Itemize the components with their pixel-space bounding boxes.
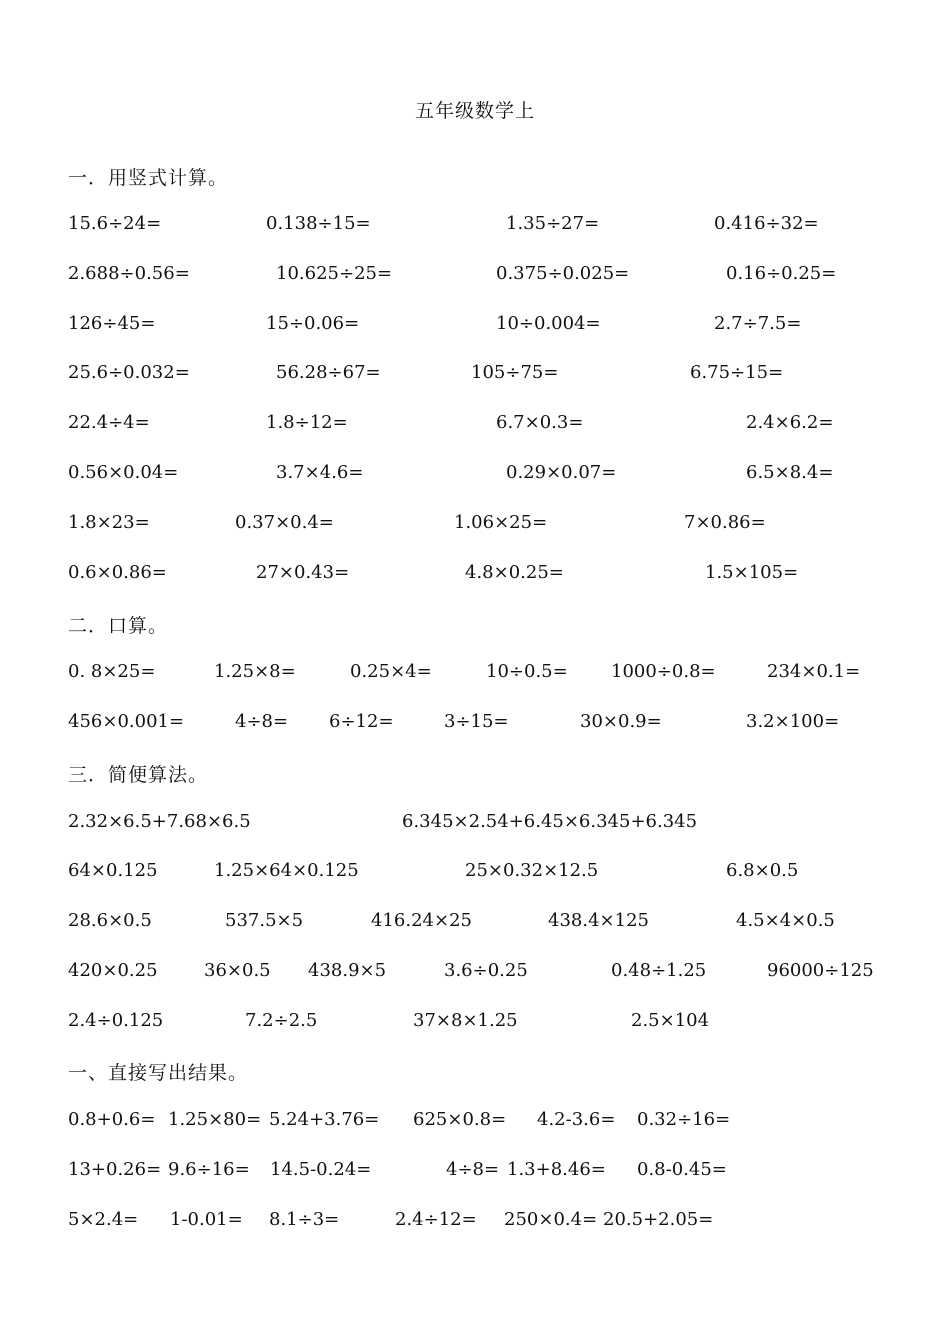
problem: 37×8×1.25 bbox=[413, 1010, 518, 1031]
page-title: 五年级数学上 bbox=[414, 100, 535, 122]
problem: 2.688÷0.56= bbox=[68, 263, 190, 284]
problem: 3.2×100= bbox=[746, 711, 840, 732]
problem: 1.25×80= bbox=[168, 1109, 262, 1130]
problem: 0.29×0.07= bbox=[506, 462, 617, 483]
problem: 4.8×0.25= bbox=[465, 562, 564, 583]
problem: 20.5+2.05= bbox=[603, 1209, 714, 1230]
problem: 2.5×104 bbox=[631, 1010, 710, 1031]
problem: 0.56×0.04= bbox=[68, 462, 179, 483]
problem: 1.5×105= bbox=[705, 562, 799, 583]
problem: 2.32×6.5+7.68×6.5 bbox=[68, 811, 251, 832]
problem: 2.4÷0.125 bbox=[68, 1010, 164, 1031]
problem: 456×0.001= bbox=[68, 711, 185, 732]
problem: 0.8-0.45= bbox=[637, 1159, 727, 1180]
problem: 1.35÷27= bbox=[506, 213, 600, 234]
problem: 1.25×64×0.125 bbox=[214, 860, 359, 881]
problem: 10.625÷25= bbox=[276, 263, 393, 284]
problem: 0.416÷32= bbox=[714, 213, 819, 234]
problem: 1-0.01= bbox=[170, 1209, 243, 1230]
problem: 25.6÷0.032= bbox=[68, 362, 190, 383]
section-heading-simplify: 三．简便算法。 bbox=[68, 764, 209, 786]
problem: 105÷75= bbox=[471, 362, 559, 383]
problem: 126÷45= bbox=[68, 313, 156, 334]
problem: 250×0.4= bbox=[504, 1209, 598, 1230]
problem: 6.7×0.3= bbox=[496, 412, 584, 433]
problem: 0. 8×25= bbox=[68, 661, 156, 682]
problem: 0.375÷0.025= bbox=[496, 263, 630, 284]
problem: 2.4×6.2= bbox=[746, 412, 834, 433]
problem: 5.24+3.76= bbox=[269, 1109, 380, 1130]
problem: 6÷12= bbox=[329, 711, 394, 732]
problem: 3.7×4.6= bbox=[276, 462, 364, 483]
problem: 1.3+8.46= bbox=[507, 1159, 606, 1180]
problem: 28.6×0.5 bbox=[68, 910, 152, 931]
problem: 0.16÷0.25= bbox=[726, 263, 837, 284]
problem: 1000÷0.8= bbox=[611, 661, 716, 682]
problem: 4÷8= bbox=[446, 1159, 500, 1180]
problem: 27×0.43= bbox=[256, 562, 350, 583]
problem: 9.6÷16= bbox=[168, 1159, 250, 1180]
problem: 4.2-3.6= bbox=[537, 1109, 616, 1130]
problem: 537.5×5 bbox=[225, 910, 304, 931]
problem: 10÷0.004= bbox=[496, 313, 601, 334]
problem: 56.28÷67= bbox=[276, 362, 381, 383]
problem: 625×0.8= bbox=[413, 1109, 507, 1130]
problem: 15÷0.06= bbox=[266, 313, 360, 334]
problem: 10÷0.5= bbox=[486, 661, 568, 682]
section-heading-vertical: 一．用竖式计算。 bbox=[68, 167, 229, 189]
problem: 0.25×4= bbox=[350, 661, 432, 682]
problem: 22.4÷4= bbox=[68, 412, 150, 433]
problem: 2.7÷7.5= bbox=[714, 313, 802, 334]
problem: 1.8÷12= bbox=[266, 412, 348, 433]
problem: 1.06×25= bbox=[454, 512, 548, 533]
section-heading-direct: 一、直接写出结果。 bbox=[68, 1062, 249, 1084]
problem: 96000÷125 bbox=[767, 960, 874, 981]
problem: 6.345×2.54+6.45×6.345+6.345 bbox=[402, 811, 698, 832]
problem: 14.5-0.24= bbox=[270, 1159, 372, 1180]
problem: 6.5×8.4= bbox=[746, 462, 834, 483]
problem: 5×2.4= bbox=[68, 1209, 139, 1230]
problem: 0.32÷16= bbox=[637, 1109, 731, 1130]
problem: 0.8+0.6= bbox=[68, 1109, 156, 1130]
problem: 3.6÷0.25 bbox=[444, 960, 528, 981]
problem: 1.25×8= bbox=[214, 661, 296, 682]
problem: 4.5×4×0.5 bbox=[736, 910, 835, 931]
section-heading-mental: 二．口算。 bbox=[68, 615, 169, 637]
problem: 4÷8= bbox=[235, 711, 289, 732]
problem: 6.8×0.5 bbox=[726, 860, 799, 881]
problem: 3÷15= bbox=[444, 711, 509, 732]
problem: 0.138÷15= bbox=[266, 213, 371, 234]
problem: 6.75÷15= bbox=[690, 362, 784, 383]
problem: 30×0.9= bbox=[580, 711, 662, 732]
problem: 438.4×125 bbox=[548, 910, 649, 931]
problem: 0.6×0.86= bbox=[68, 562, 167, 583]
problem: 7×0.86= bbox=[684, 512, 766, 533]
problem: 64×0.125 bbox=[68, 860, 158, 881]
problem: 0.37×0.4= bbox=[235, 512, 334, 533]
problem: 234×0.1= bbox=[767, 661, 861, 682]
problem: 416.24×25 bbox=[371, 910, 472, 931]
problem: 13+0.26= bbox=[68, 1159, 162, 1180]
problem: 7.2÷2.5 bbox=[245, 1010, 318, 1031]
problem: 25×0.32×12.5 bbox=[465, 860, 599, 881]
problem: 15.6÷24= bbox=[68, 213, 162, 234]
problem: 8.1÷3= bbox=[269, 1209, 340, 1230]
problem: 438.9×5 bbox=[308, 960, 387, 981]
problem: 1.8×23= bbox=[68, 512, 150, 533]
problem: 420×0.25 bbox=[68, 960, 158, 981]
problem: 2.4÷12= bbox=[395, 1209, 477, 1230]
problem: 0.48÷1.25 bbox=[611, 960, 707, 981]
problem: 36×0.5 bbox=[204, 960, 271, 981]
